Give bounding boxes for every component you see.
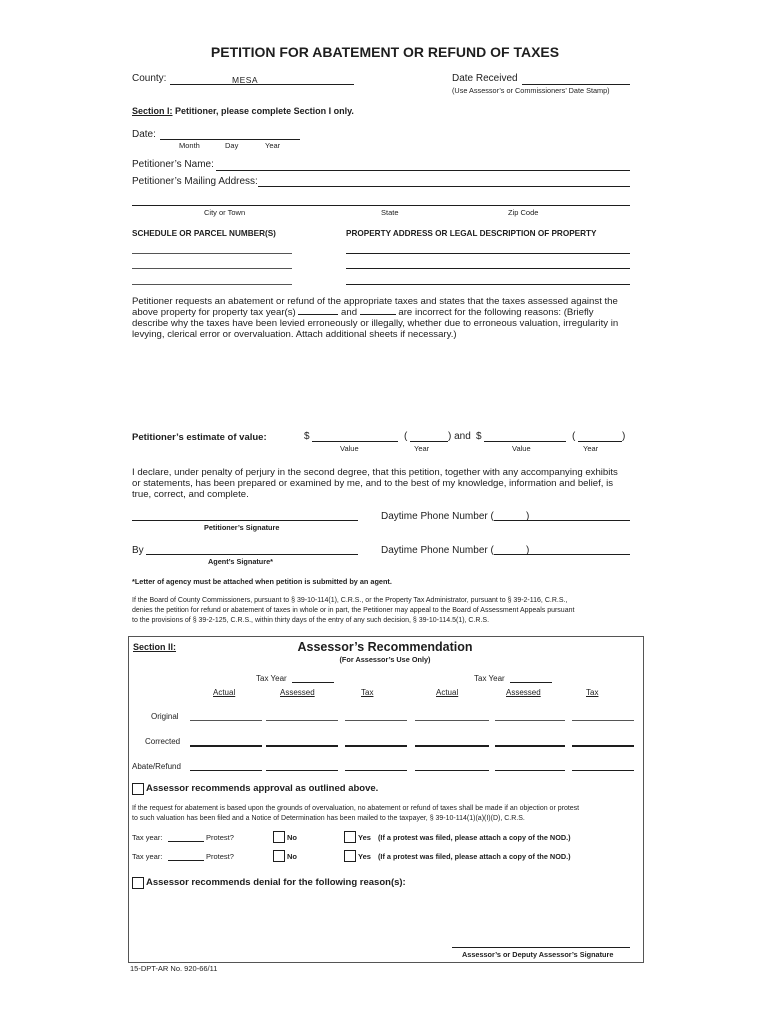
col-actual-2: Actual xyxy=(436,688,459,697)
col-tax-1: Tax xyxy=(361,688,374,697)
request-line-2 xyxy=(132,307,594,318)
phone-line-1[interactable] xyxy=(494,520,630,521)
abate-actual-1[interactable] xyxy=(190,770,262,771)
tax-year-label-2: Tax Year xyxy=(474,674,505,683)
estimate-value-label-1: Value xyxy=(340,444,359,453)
petitioner-signature-line[interactable] xyxy=(132,520,358,521)
abate-assessed-2[interactable] xyxy=(495,770,565,771)
original-tax-2[interactable] xyxy=(572,720,634,721)
col-assessed-2: Assessed xyxy=(506,688,541,697)
parcel-line-3[interactable] xyxy=(132,284,292,285)
date-stamp-note: (Use Assessor’s or Commissioners’ Date Stamp) xyxy=(452,86,610,95)
protest-label-1: Protest? xyxy=(206,833,234,842)
date-day-label: Day xyxy=(225,141,239,150)
estimate-and: ) and xyxy=(448,431,471,442)
date-received-label: Date Received xyxy=(452,73,518,84)
abate-assessed-1[interactable] xyxy=(266,770,338,771)
parcel-line-1[interactable] xyxy=(132,253,292,254)
section-1-heading xyxy=(132,106,354,116)
estimate-year-label-2: Year xyxy=(583,444,599,453)
phone-close-1: ) xyxy=(526,511,530,522)
col-actual-1: Actual xyxy=(213,688,236,697)
protest-tax-year-label-2: Tax year: xyxy=(132,852,163,861)
petitioner-signature-label: Petitioner’s Signature xyxy=(204,523,280,532)
abate-tax-2[interactable] xyxy=(572,770,634,771)
tax-year-line-1[interactable] xyxy=(292,682,334,683)
row-original: Original xyxy=(151,712,179,721)
original-actual-2[interactable] xyxy=(415,720,489,721)
corrected-assessed-1[interactable] xyxy=(266,745,338,747)
date-label: Date: xyxy=(132,129,156,140)
request-line-2-a: above property for property tax year(s) xyxy=(132,307,296,318)
property-line-3[interactable] xyxy=(346,284,630,285)
estimate-paren-open-2: ( xyxy=(572,431,576,442)
estimate-year-2-line[interactable] xyxy=(578,441,622,442)
tax-year-blank-2[interactable] xyxy=(360,314,396,315)
protest-note-1: (If a protest was filed, please attach a copy of the NOD.) xyxy=(378,833,571,842)
assessor-recommendation-title: Assessor’s Recommendation xyxy=(297,640,473,654)
appeal-line-2: denies the petition for refund or abatement of taxes in whole or in part, the Petitioner may appeal to the Board of Assessment Appeals pursuant xyxy=(132,607,575,614)
protest-tax-year-line-1[interactable] xyxy=(168,841,204,842)
abate-actual-2[interactable] xyxy=(415,770,489,771)
denial-text: Assessor recommends denial for the following reason(s): xyxy=(146,877,406,888)
mailing-address-line-2[interactable] xyxy=(132,205,630,206)
declaration-line-1: I declare, under penalty of perjury in the second degree, that this petition, together with any accompanying exhibits xyxy=(132,467,618,478)
agent-signature-label: Agent’s Signature* xyxy=(208,557,274,566)
original-assessed-1[interactable] xyxy=(266,720,338,721)
agent-signature-line[interactable] xyxy=(146,554,358,555)
estimate-value-2-line[interactable] xyxy=(484,441,566,442)
property-line-1[interactable] xyxy=(346,253,630,254)
section-1-instructions: Petitioner, please complete Section I only. xyxy=(175,106,354,116)
property-header: PROPERTY ADDRESS OR LEGAL DESCRIPTION OF PROPERTY xyxy=(346,229,597,238)
date-received-line[interactable] xyxy=(522,84,630,85)
county-label: County: xyxy=(132,73,167,84)
protest-yes-checkbox-1[interactable] xyxy=(344,831,356,843)
section-2-label: Section II: xyxy=(133,642,177,652)
protest-no-checkbox-1[interactable] xyxy=(273,831,285,843)
phone-close-2: ) xyxy=(526,545,530,556)
col-tax-2: Tax xyxy=(586,688,599,697)
date-year-label: Year xyxy=(265,141,281,150)
approval-text: Assessor recommends approval as outlined above. xyxy=(146,783,379,794)
petitioner-name-line[interactable] xyxy=(216,170,630,171)
assessor-signature-label: Assessor’s or Deputy Assessor’s Signature xyxy=(462,950,614,959)
protest-yes-label-2: Yes xyxy=(358,852,371,861)
county-field-line[interactable] xyxy=(170,84,354,85)
estimate-value-1-line[interactable] xyxy=(312,441,398,442)
agency-note: *Letter of agency must be attached when petition is submitted by an agent. xyxy=(132,577,392,586)
request-line-3: describe why the taxes have been levied erroneously or illegally, whether due to erroneous valuation, irregularity in xyxy=(132,318,619,329)
parcel-line-2[interactable] xyxy=(132,268,292,269)
request-line-4: levying, clerical error or overvaluation. Attach additional sheets if necessary.) xyxy=(132,329,457,340)
estimate-paren-close: ) xyxy=(622,431,626,442)
by-label: By xyxy=(132,545,144,556)
estimate-paren-open-1: ( xyxy=(404,431,408,442)
tax-year-line-2[interactable] xyxy=(510,682,552,683)
overvaluation-line-1: If the request for abatement is based upon the grounds of overvaluation, no abatement or refund of taxes shall be made if an objection or protest xyxy=(132,805,580,812)
abate-tax-1[interactable] xyxy=(345,770,407,771)
protest-yes-checkbox-2[interactable] xyxy=(344,850,356,862)
city-label: City or Town xyxy=(204,208,246,217)
date-field-line[interactable] xyxy=(160,139,300,140)
original-actual-1[interactable] xyxy=(190,720,262,721)
corrected-actual-2[interactable] xyxy=(415,745,489,747)
appeal-line-3: to the provisions of § 39-2-125, C.R.S., within thirty days of the entry of any such decision, § 39-10-114.5(1), C.R.S. xyxy=(132,617,490,624)
appeal-line-1: If the Board of County Commissioners, pursuant to § 39-10-114(1), C.R.S., or the Property Tax Administrator, pursuant to § 39-2-116, C.R.S., xyxy=(132,597,568,604)
section-2-box xyxy=(128,636,644,963)
row-abate-refund: Abate/Refund xyxy=(132,762,181,771)
estimate-dollar-1: $ xyxy=(304,431,310,442)
protest-no-label-2: No xyxy=(287,852,297,861)
corrected-tax-2[interactable] xyxy=(572,745,634,747)
estimate-dollar-2: $ xyxy=(476,431,482,442)
protest-no-checkbox-2[interactable] xyxy=(273,850,285,862)
corrected-actual-1[interactable] xyxy=(190,745,262,747)
phone-label-2: Daytime Phone Number ( xyxy=(381,545,494,556)
county-value: MESA xyxy=(232,75,259,85)
overvaluation-line-2: to such valuation has been filed and a Notice of Determination has been mailed to the taxpayer, § 39-10-114(1)(a)(I)(D), C.R.S. xyxy=(132,815,525,822)
property-line-2[interactable] xyxy=(346,268,630,269)
assessor-use-only: (For Assessor’s Use Only) xyxy=(339,655,431,664)
petitioner-name-label: Petitioner’s Name: xyxy=(132,159,214,170)
mailing-address-line[interactable] xyxy=(258,186,630,187)
estimate-year-label-1: Year xyxy=(414,444,430,453)
tax-year-label-1: Tax Year xyxy=(256,674,287,683)
assessor-signature-line[interactable] xyxy=(452,947,630,948)
section-1-label: Section I: xyxy=(132,106,173,116)
phone-line-2[interactable] xyxy=(494,554,630,555)
denial-checkbox[interactable] xyxy=(132,877,144,889)
estimate-label: Petitioner’s estimate of value: xyxy=(132,432,267,443)
original-assessed-2[interactable] xyxy=(495,720,565,721)
phone-label-1: Daytime Phone Number ( xyxy=(381,511,494,522)
state-label: State xyxy=(381,208,399,217)
protest-yes-label-1: Yes xyxy=(358,833,371,842)
request-line-1: Petitioner requests an abatement or refund of the appropriate taxes and states that the taxes assessed against the xyxy=(132,296,618,307)
corrected-assessed-2[interactable] xyxy=(495,745,565,747)
request-line-2-c: are incorrect for the following reasons: (Briefly xyxy=(398,307,594,318)
protest-no-label-1: No xyxy=(287,833,297,842)
protest-label-2: Protest? xyxy=(206,852,234,861)
estimate-year-1-line[interactable] xyxy=(410,441,448,442)
estimate-value-label-2: Value xyxy=(512,444,531,453)
declaration-line-2: or statements, has been prepared or examined by me, and to the best of my knowledge, information and belief, is xyxy=(132,478,614,489)
protest-tax-year-label-1: Tax year: xyxy=(132,833,163,842)
mailing-address-label: Petitioner’s Mailing Address: xyxy=(132,176,258,187)
schedule-header: SCHEDULE OR PARCEL NUMBER(S) xyxy=(132,229,276,238)
protest-tax-year-line-2[interactable] xyxy=(168,860,204,861)
original-tax-1[interactable] xyxy=(345,720,407,721)
zip-label: Zip Code xyxy=(508,208,539,217)
request-line-2-b: and xyxy=(341,307,358,318)
col-assessed-1: Assessed xyxy=(280,688,315,697)
protest-note-2: (If a protest was filed, please attach a copy of the NOD.) xyxy=(378,852,571,861)
date-month-label: Month xyxy=(179,141,200,150)
row-corrected: Corrected xyxy=(145,737,181,746)
declaration-line-3: true, correct, and complete. xyxy=(132,489,249,500)
form-number: 15-DPT-AR No. 920-66/11 xyxy=(130,964,218,973)
tax-year-blank-1[interactable] xyxy=(298,314,338,315)
corrected-tax-1[interactable] xyxy=(345,745,407,747)
approval-checkbox[interactable] xyxy=(132,783,144,795)
form-title: PETITION FOR ABATEMENT OR REFUND OF TAXES xyxy=(210,44,560,60)
